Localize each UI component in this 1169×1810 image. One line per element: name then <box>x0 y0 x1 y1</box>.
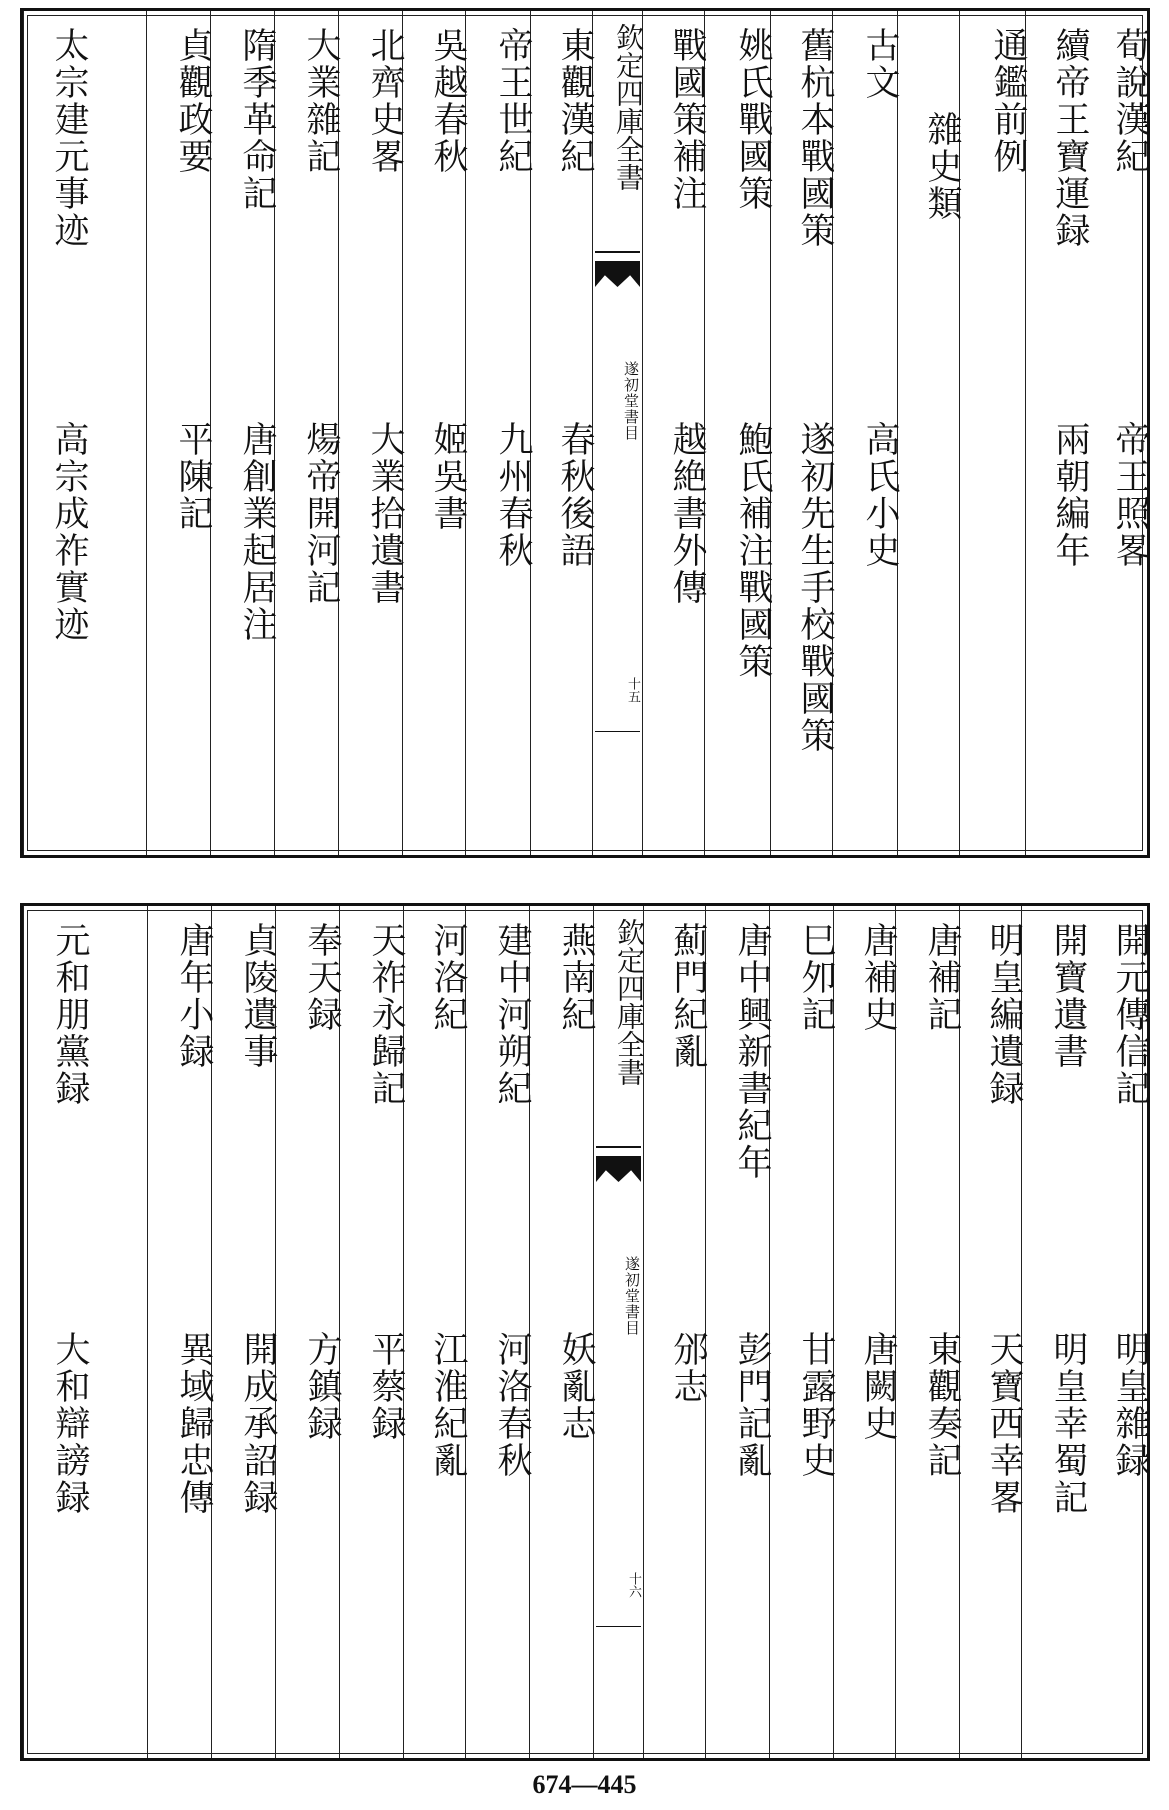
column <box>465 906 532 1758</box>
center-source: 遂初堂書目 <box>623 1256 641 1336</box>
fish-tail-rule <box>595 251 640 253</box>
center-title: 欽定四庫全書 <box>612 23 645 191</box>
column <box>895 906 962 1758</box>
page-number: 十五 <box>625 677 640 703</box>
book-entry: 開元傳信記 <box>1110 922 1150 1107</box>
column <box>705 906 772 1758</box>
book-entry: 隋季革命記 <box>237 27 277 212</box>
book-entry: 高氏小史 <box>860 421 900 569</box>
book-entry: 河洛紀 <box>428 922 468 1033</box>
column <box>275 906 342 1758</box>
book-entry: 高宗成祚實迹 <box>49 421 89 643</box>
book-entry: 貞陵遺事 <box>238 922 278 1070</box>
book-entry: 遂初先生手校戰國策 <box>795 421 835 754</box>
book-entry: 唐闕史 <box>858 1331 898 1442</box>
volume-page-number: 674—445 <box>532 1770 637 1799</box>
book-entry: 江淮紀亂 <box>428 1331 468 1479</box>
book-entry: 煬帝開河記 <box>301 421 341 606</box>
column <box>1087 11 1150 855</box>
book-entry: 唐補記 <box>922 922 962 1033</box>
book-entry: 大和辯謗録 <box>50 1331 90 1516</box>
book-entry: 北齊史畧 <box>365 27 405 175</box>
column <box>23 11 146 855</box>
column <box>211 906 278 1758</box>
book-entry: 薊門紀亂 <box>668 922 708 1070</box>
fish-tail-mark <box>596 1156 641 1182</box>
book-entry: 方鎮録 <box>302 1331 342 1442</box>
book-entry: 甘露野史 <box>796 1331 836 1479</box>
book-entry: 帝王世紀 <box>493 27 533 175</box>
column <box>339 906 406 1758</box>
book-entry: 唐年小録 <box>174 922 214 1070</box>
book-entry: 天寶西幸畧 <box>984 1331 1024 1516</box>
column <box>770 11 835 855</box>
book-entry: 邠志 <box>668 1331 708 1405</box>
book-entry: 天祚永歸記 <box>366 922 406 1107</box>
book-entry: 平蔡録 <box>366 1331 406 1442</box>
book-entry: 鮑氏補注戰國策 <box>733 421 773 680</box>
book-entry: 明皇雜録 <box>1110 1331 1150 1479</box>
upper-page <box>20 8 1150 858</box>
book-entry: 大業雜記 <box>301 27 341 175</box>
column <box>704 11 773 855</box>
book-entry: 唐補史 <box>858 922 898 1033</box>
book-entry: 東觀奏記 <box>922 1331 962 1479</box>
book-entry: 巳夘記 <box>796 922 836 1033</box>
column <box>530 11 595 855</box>
book-entry: 荀說漢紀 <box>1110 27 1150 175</box>
lower-page <box>20 903 1150 1761</box>
book-entry: 開成承詔録 <box>238 1331 278 1516</box>
book-entry: 兩朝編年 <box>1050 421 1090 569</box>
column <box>769 906 836 1758</box>
column <box>832 11 900 855</box>
book-entry: 妖亂志 <box>556 1331 596 1442</box>
center-title: 欽定四庫全書 <box>613 918 646 1086</box>
book-entry: 春秋後語 <box>555 421 595 569</box>
book-entry: 燕南紀 <box>556 922 596 1033</box>
book-entry: 彭門記亂 <box>732 1331 772 1479</box>
book-entry: 帝王照畧 <box>1110 421 1150 569</box>
column <box>465 11 533 855</box>
book-entry: 古文 <box>860 27 900 101</box>
page-number-rule <box>596 1626 641 1627</box>
column <box>147 906 214 1758</box>
book-entry: 東觀漢紀 <box>555 27 595 175</box>
book-entry: 九州春秋 <box>493 421 533 569</box>
book-entry: 姚氏戰國策 <box>733 27 773 212</box>
column <box>402 11 468 855</box>
column <box>1085 906 1150 1758</box>
column <box>1025 11 1090 855</box>
book-entry: 太宗建元事迹 <box>49 27 89 249</box>
fish-tail-rule <box>596 1146 641 1148</box>
book-entry: 元和朋黨録 <box>50 922 90 1107</box>
book-entry: 通鑑前例 <box>988 27 1028 175</box>
column <box>642 11 707 855</box>
page-number: 十六 <box>626 1572 641 1598</box>
book-entry: 明皇編遺録 <box>984 922 1024 1107</box>
column <box>274 11 341 855</box>
column <box>529 906 596 1758</box>
column <box>210 11 277 855</box>
column <box>959 906 1024 1758</box>
book-entry: 姬吳書 <box>428 421 468 532</box>
book-entry: 唐創業起居注 <box>237 421 277 643</box>
column <box>833 906 898 1758</box>
book-entry: 唐中興新書紀年 <box>732 922 772 1181</box>
column <box>959 11 1028 855</box>
book-entry: 平陳記 <box>173 421 213 532</box>
book-entry: 戰國策補注 <box>667 27 707 212</box>
fish-tail-mark <box>595 261 640 287</box>
book-entry: 河洛春秋 <box>492 1331 532 1479</box>
center-fold <box>592 11 645 855</box>
book-entry: 貞觀政要 <box>173 27 213 175</box>
book-entry: 奉天録 <box>302 922 342 1033</box>
book-entry: 吳越春秋 <box>428 27 468 175</box>
column <box>23 906 147 1758</box>
column <box>1021 906 1088 1758</box>
book-entry: 建中河朔紀 <box>492 922 532 1107</box>
column <box>146 11 213 855</box>
book-entry: 續帝王寶運録 <box>1050 27 1090 249</box>
book-entry: 舊杭本戰國策 <box>795 27 835 249</box>
column <box>338 11 405 855</box>
column <box>897 11 962 855</box>
center-fold <box>593 906 646 1758</box>
book-entry: 開寶遺書 <box>1048 922 1088 1070</box>
column <box>643 906 708 1758</box>
column <box>403 906 468 1758</box>
category-heading: 雜史類 <box>922 111 962 222</box>
book-entry: 明皇幸蜀記 <box>1048 1331 1088 1516</box>
book-entry: 異域歸忠傳 <box>174 1331 214 1516</box>
page-number-rule <box>595 731 640 732</box>
book-entry: 大業拾遺書 <box>365 421 405 606</box>
book-entry: 越絶書外傳 <box>667 421 707 606</box>
center-source: 遂初堂書目 <box>622 361 640 441</box>
